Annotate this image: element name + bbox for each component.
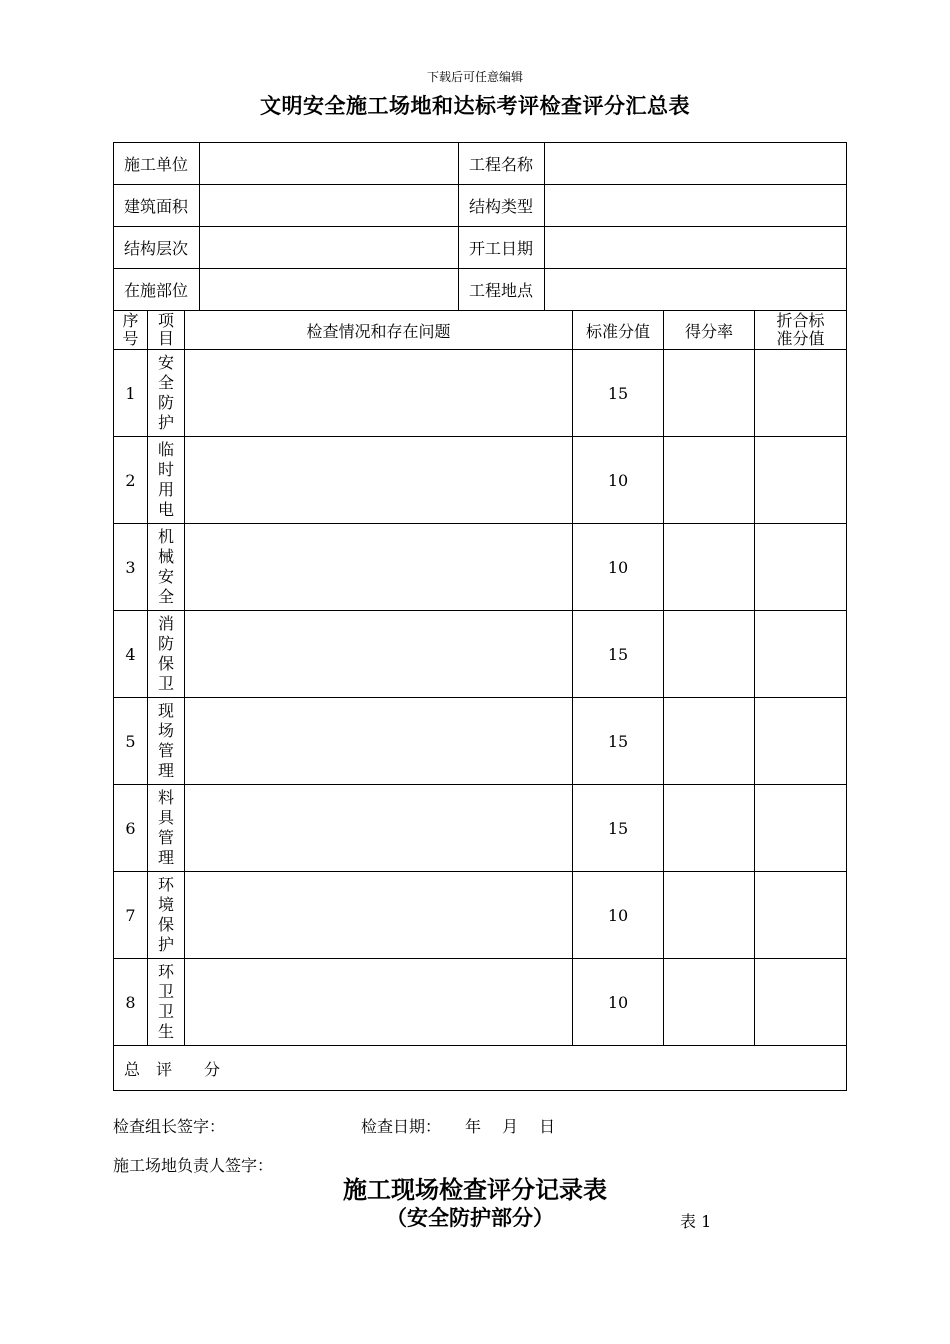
second-subtitle: （安全防护部分） xyxy=(386,1205,554,1230)
row-issues-field[interactable] xyxy=(185,872,573,959)
info-value-field[interactable] xyxy=(200,227,459,269)
row-seq: 6 xyxy=(114,785,148,872)
row-standard: 15 xyxy=(573,698,664,785)
row-converted-field[interactable] xyxy=(755,785,847,872)
row-seq: 1 xyxy=(114,350,148,437)
row-rate-field[interactable] xyxy=(664,524,755,611)
info-row xyxy=(114,269,847,311)
row-converted-field[interactable] xyxy=(755,698,847,785)
row-standard: 15 xyxy=(573,350,664,437)
row-converted-field[interactable] xyxy=(755,524,847,611)
score-row xyxy=(114,611,847,698)
row-item: 环境保护 xyxy=(148,872,185,959)
row-issues-field[interactable] xyxy=(185,524,573,611)
row-standard: 10 xyxy=(573,524,664,611)
info-row xyxy=(114,143,847,185)
row-rate-field[interactable] xyxy=(664,611,755,698)
info-value-field[interactable] xyxy=(545,185,847,227)
info-table xyxy=(113,142,847,311)
info-value-field[interactable] xyxy=(200,269,459,311)
header-item: 项目 xyxy=(148,311,185,350)
score-row xyxy=(114,959,847,1046)
info-row xyxy=(114,227,847,269)
row-issues-field[interactable] xyxy=(185,437,573,524)
leader-signature-label: 检查组长签字： xyxy=(113,1117,226,1136)
site-manager-signature-label: 施工场地负责人签字： xyxy=(113,1156,274,1175)
info-value-field[interactable] xyxy=(545,143,847,185)
header-seq: 序号 xyxy=(114,311,148,350)
row-rate-field[interactable] xyxy=(664,350,755,437)
row-standard: 10 xyxy=(573,959,664,1046)
info-label: 工程地点 xyxy=(459,269,545,311)
row-converted-field[interactable] xyxy=(755,959,847,1046)
row-converted-field[interactable] xyxy=(755,611,847,698)
header-rate: 得分率 xyxy=(664,311,755,350)
row-item: 机械安全 xyxy=(148,524,185,611)
row-item: 料具管理 xyxy=(148,785,185,872)
row-seq: 2 xyxy=(114,437,148,524)
info-row xyxy=(114,185,847,227)
score-row xyxy=(114,524,847,611)
row-rate-field[interactable] xyxy=(664,959,755,1046)
score-row xyxy=(114,698,847,785)
row-standard: 15 xyxy=(573,785,664,872)
row-item: 临时用电 xyxy=(148,437,185,524)
row-rate-field[interactable] xyxy=(664,785,755,872)
row-issues-field[interactable] xyxy=(185,785,573,872)
row-converted-field[interactable] xyxy=(755,437,847,524)
total-row xyxy=(114,1046,847,1091)
row-rate-field[interactable] xyxy=(664,698,755,785)
info-value-field[interactable] xyxy=(200,143,459,185)
row-rate-field[interactable] xyxy=(664,872,755,959)
header-converted: 折合标准分值 xyxy=(755,311,847,350)
header-note: 下载后可任意编辑 xyxy=(426,70,523,84)
row-issues-field[interactable] xyxy=(185,698,573,785)
row-issues-field[interactable] xyxy=(185,350,573,437)
header-standard: 标准分值 xyxy=(573,311,664,350)
inspection-date-label: 检查日期： 年 月 日 xyxy=(361,1117,556,1136)
page-title: 文明安全施工场地和达标考评检查评分汇总表 xyxy=(260,93,690,118)
score-table xyxy=(113,310,847,1091)
info-label: 工程名称 xyxy=(459,143,545,185)
row-rate-field[interactable] xyxy=(664,437,755,524)
info-label: 在施部位 xyxy=(114,269,200,311)
info-label: 施工单位 xyxy=(114,143,200,185)
info-value-field[interactable] xyxy=(545,227,847,269)
row-standard: 10 xyxy=(573,437,664,524)
info-value-field[interactable] xyxy=(545,269,847,311)
score-row xyxy=(114,350,847,437)
row-seq: 8 xyxy=(114,959,148,1046)
row-standard: 15 xyxy=(573,611,664,698)
header-issues: 检查情况和存在问题 xyxy=(185,311,573,350)
row-issues-field[interactable] xyxy=(185,959,573,1046)
info-label: 结构类型 xyxy=(459,185,545,227)
info-value-field[interactable] xyxy=(200,185,459,227)
score-header-row xyxy=(114,311,847,350)
total-score-label: 总 评 分 xyxy=(114,1046,847,1091)
row-issues-field[interactable] xyxy=(185,611,573,698)
info-label: 结构层次 xyxy=(114,227,200,269)
row-item: 现场管理 xyxy=(148,698,185,785)
row-seq: 3 xyxy=(114,524,148,611)
table-number: 表 1 xyxy=(680,1212,712,1231)
row-seq: 7 xyxy=(114,872,148,959)
row-converted-field[interactable] xyxy=(755,350,847,437)
info-label: 开工日期 xyxy=(459,227,545,269)
score-row xyxy=(114,437,847,524)
row-seq: 5 xyxy=(114,698,148,785)
row-item: 消防保卫 xyxy=(148,611,185,698)
row-converted-field[interactable] xyxy=(755,872,847,959)
row-item: 安全防护 xyxy=(148,350,185,437)
info-label: 建筑面积 xyxy=(114,185,200,227)
row-item: 环卫卫生 xyxy=(148,959,185,1046)
row-seq: 4 xyxy=(114,611,148,698)
second-title: 施工现场检查评分记录表 xyxy=(343,1175,607,1204)
score-row xyxy=(114,785,847,872)
score-row xyxy=(114,872,847,959)
row-standard: 10 xyxy=(573,872,664,959)
